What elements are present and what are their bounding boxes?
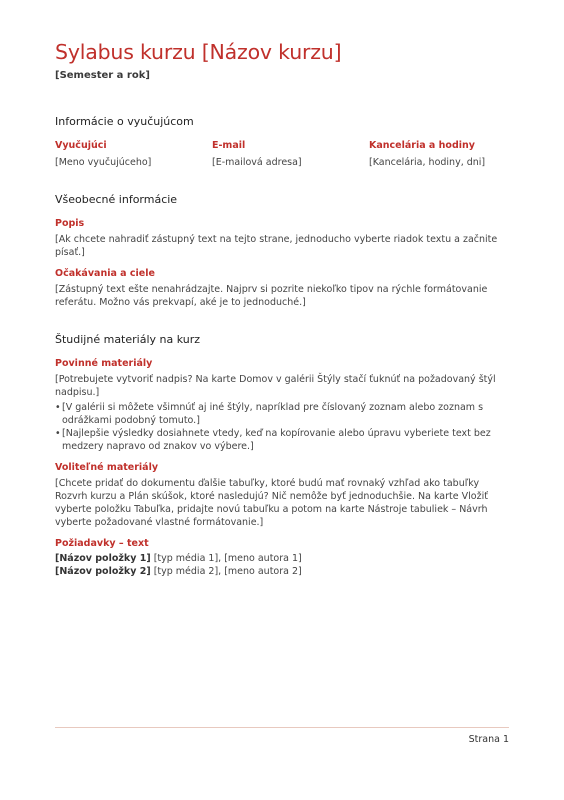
general-heading: Všeobecné informácie bbox=[55, 192, 178, 206]
requirements-list bbox=[55, 552, 509, 578]
page-number: Strana 1 bbox=[468, 734, 509, 745]
requirements-label: Požiadavky – text bbox=[55, 537, 149, 549]
page-title: Sylabus kurzu [Názov kurzu] bbox=[55, 40, 342, 64]
expectations-label: Očakávania a ciele bbox=[55, 267, 155, 279]
bullet-text: [Najlepšie výsledky dosiahnete vtedy, keď na kopírovanie alebo úpravu vyberiete text bez medzery napravo od znakov vo výbere.] bbox=[62, 427, 491, 452]
bullet-icon: • bbox=[55, 427, 61, 439]
expectations-text[interactable]: [Zástupný text ešte nenahrádzajte. Najprv si pozrite niekoľko tipov na rýchle formátovanie referátu. Možno vás prekvapí, aké je to jednoduché.] bbox=[55, 283, 488, 308]
materials-heading: Študijné materiály na kurz bbox=[55, 332, 201, 346]
required-materials-text[interactable]: [Potrebujete vytvoriť nadpis? Na karte Domov v galérii Štýly stačí ťuknúť na požadovaný štýl nadpisu.] bbox=[55, 373, 496, 398]
office-value[interactable]: [Kancelária, hodiny, dni] bbox=[369, 156, 486, 168]
general-section bbox=[55, 193, 509, 309]
description-label: Popis bbox=[55, 217, 85, 229]
bullet-icon: • bbox=[55, 401, 61, 413]
description-text[interactable]: [Ak chcete nahradiť zástupný text na tejto strane, jednoducho vyberte riadok textu a začnite písať.] bbox=[55, 233, 498, 258]
list-item[interactable] bbox=[55, 427, 509, 453]
instructor-grid bbox=[55, 140, 509, 169]
requirement-name: [Názov položky 1] bbox=[55, 552, 151, 564]
instructor-section bbox=[55, 115, 509, 169]
office-label: Kancelária a hodiny bbox=[369, 139, 475, 151]
instructor-column bbox=[55, 140, 212, 169]
instructor-value[interactable]: [Meno vyučujúceho] bbox=[55, 156, 152, 168]
requirement-name: [Názov položky 2] bbox=[55, 565, 151, 577]
bullet-text: [V galérii si môžete všimnúť aj iné štýly, napríklad pre číslovaný zoznam alebo zoznam s odrážkami podobný tomuto.] bbox=[62, 401, 484, 426]
optional-materials-label: Voliteľné materiály bbox=[55, 461, 159, 473]
email-label: E-mail bbox=[212, 139, 246, 151]
office-column bbox=[369, 140, 509, 169]
instructor-label: Vyučujúci bbox=[55, 139, 107, 151]
materials-section bbox=[55, 333, 509, 578]
email-value[interactable]: [E-mailová adresa] bbox=[212, 156, 302, 168]
requirement-item[interactable] bbox=[55, 552, 509, 565]
email-column bbox=[212, 140, 369, 169]
requirement-detail: [typ média 1], [meno autora 1] bbox=[150, 552, 302, 564]
required-materials-label: Povinné materiály bbox=[55, 357, 153, 369]
semester-label: [Semester a rok] bbox=[55, 69, 150, 81]
requirement-detail: [typ média 2], [meno autora 2] bbox=[150, 565, 302, 577]
instructor-heading: Informácie o vyučujúcom bbox=[55, 114, 194, 128]
requirement-item[interactable] bbox=[55, 565, 509, 578]
optional-materials-text[interactable]: [Chcete pridať do dokumentu ďalšie tabuľky, ktoré budú mať rovnaký vzhľad ako tabuľky Rozvrh kurzu a Plán skúšok, ktoré nasledujú? Nič nemôže byť jednoduchšie. Na karte Vložiť vyberte položku Tabuľka, pridajte novú tabuľku a potom na karte Nástroje tabuliek – Návrh vyberte požadované vlastné formátovanie.] bbox=[55, 477, 488, 528]
list-item[interactable] bbox=[55, 401, 509, 427]
materials-bullet-list bbox=[55, 401, 509, 453]
footer-divider bbox=[55, 727, 509, 728]
